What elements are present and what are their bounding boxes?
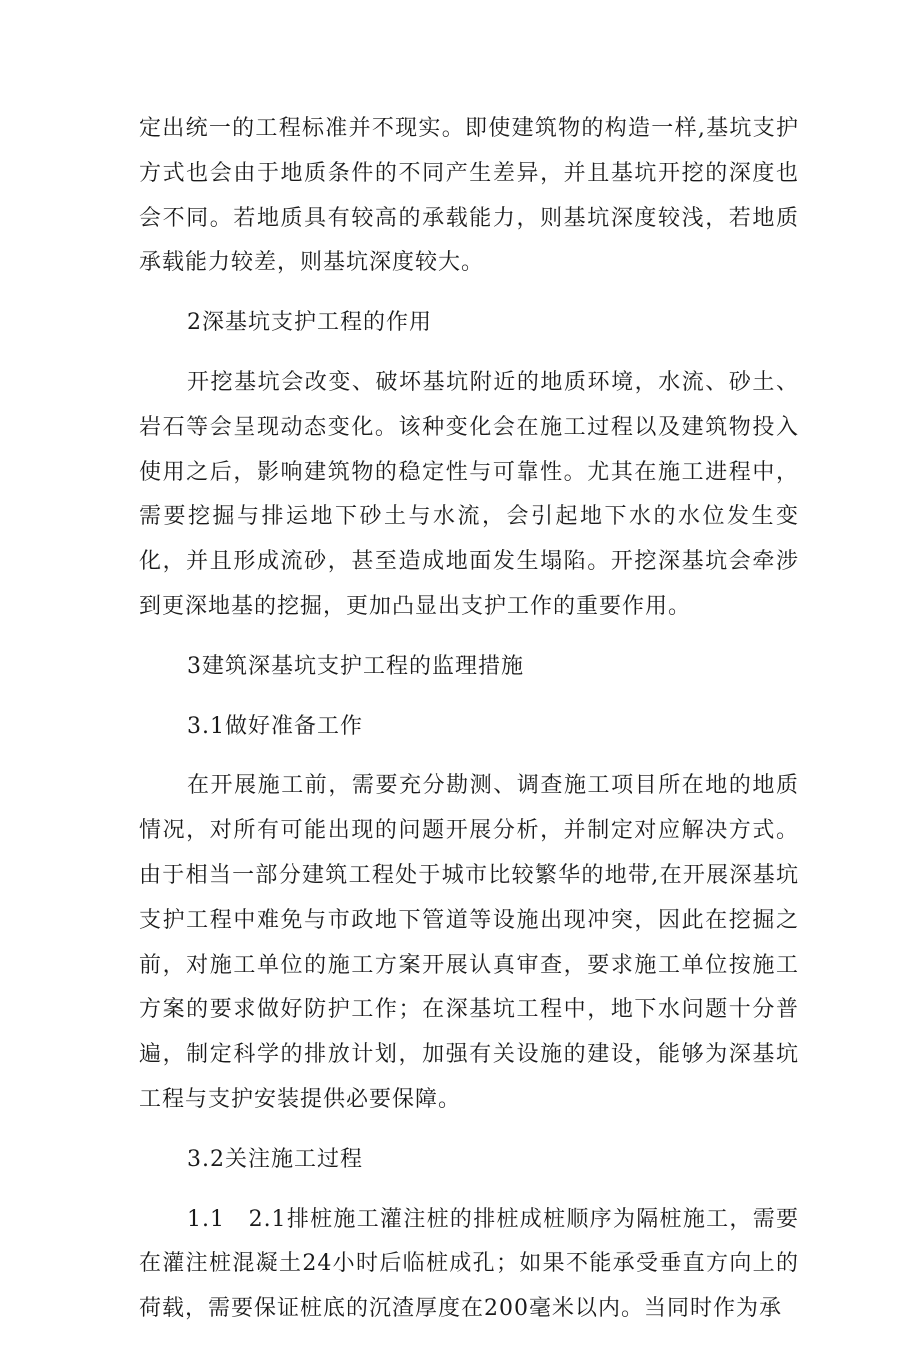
section-heading-3-2: 3.2关注施工过程: [187, 1146, 363, 1172]
section-heading-2: 2深基坑支护工程的作用: [187, 310, 432, 336]
paragraph-preparation: 在开展施工前，需要充分勘测、调查施工项目所在地的地质情况，对所有可能出现的问题开展分析，并制定对应解决方式。由于相当一部分建筑工程处于城市比较繁华的地带,在开展深基坑支护工程中难免与市政地下管道等设施出现冲突，因此在挖掘之前，对施工单位的施工方案开展认真审查，要求施工单位按施工方案的要求做好防护工作；在深基坑工程中，地下水问题十分普遍，制定科学的排放计划，加强有关设施的建设，能够为深基坑工程与支护安装提供必要保障。: [139, 773, 799, 1112]
paragraph-construction-process: 1.1 2.1排桩施工灌注桩的排桩成桩顺序为隔桩施工，需要在灌注桩混凝土24小时后临桩成孔；如果不能承受垂直方向上的荷载，需要保证桩底的沉渣厚度在200毫米以内。当同时作为承: [139, 1206, 799, 1322]
section-heading-3-1: 3.1做好准备工作: [187, 713, 363, 739]
paragraph-support-role: 开挖基坑会改变、破坏基坑附近的地质环境，水流、砂土、岩石等会呈现动态变化。该种变化会在施工过程以及建筑物投入使用之后，影响建筑物的稳定性与可靠性。尤其在施工进程中，需要挖掘与排运地下砂土与水流，会引起地下水的水位发生变化，并且形成流砂，甚至造成地面发生塌陷。开挖深基坑会牵涉到更深地基的挖掘，更加凸显出支护工作的重要作用。: [139, 369, 799, 619]
section-heading-3: 3建筑深基坑支护工程的监理措施: [187, 653, 524, 679]
paragraph-continuation: 定出统一的工程标准并不现实。即使建筑物的构造一样,基坑支护方式也会由于地质条件的不同产生差异，并且基坑开挖的深度也会不同。若地质具有较高的承载能力，则基坑深度较浅，若地质承载能力较差，则基坑深度较大。: [139, 116, 799, 276]
document-body: [139, 107, 799, 1347]
